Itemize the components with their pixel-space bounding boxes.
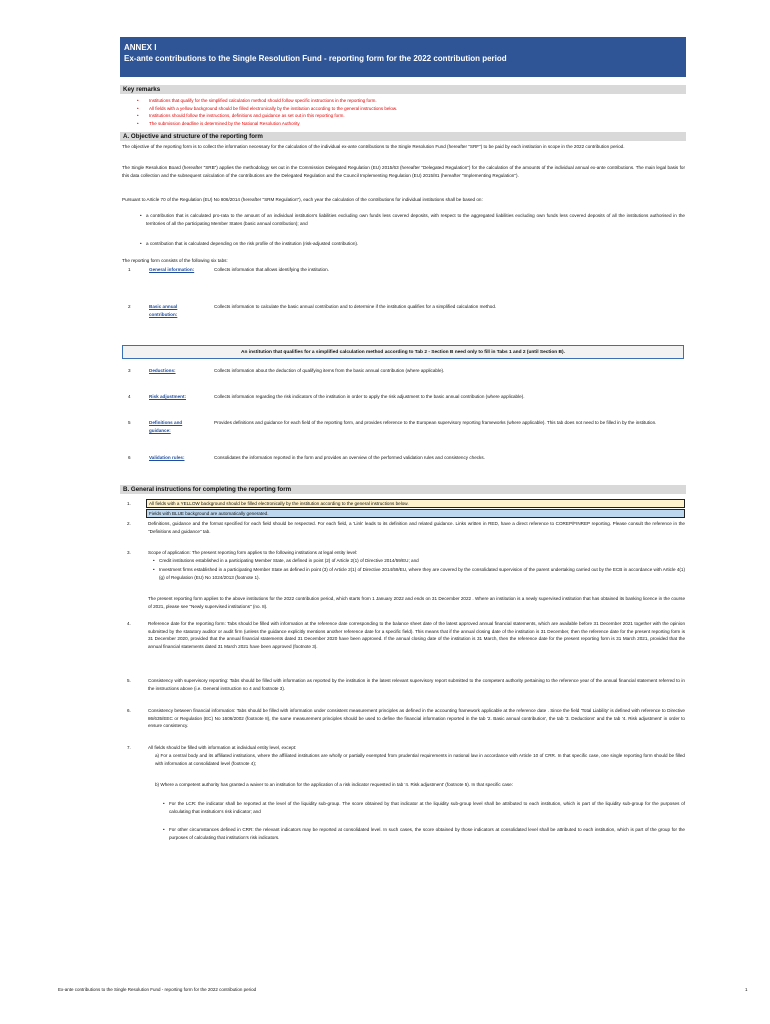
- section-a-paragraph-4: The reporting form consists of the following six tabs:: [122, 258, 228, 263]
- instruction-number: 1.: [127, 501, 131, 506]
- instruction-number: 5.: [127, 678, 131, 683]
- section-a-bullet-1: • a contribution that is calculated pro-rata to the amount of an individual institution's liabilities excluding own funds less covered deposits, with respect to the aggregated liabilities excluding own funds less covered deposits of all the institutions authorised in the territories of all the participating Member States (basic annual contribution); and: [146, 212, 685, 227]
- section-b-heading: B. General instructions for completing the reporting form: [120, 485, 686, 494]
- instruction-3-bullet-1: • Credit institutions established in a participating Member State, as defined in point (2) of Article 2(1) of Directive 2014/59/EU; and: [159, 557, 685, 565]
- tab-number: 1: [128, 267, 131, 272]
- section-a-paragraph-2: The Single Resolution Board (hereafter "SRB") applies the methodology set out in the Commission Delegated Regulation (EU) 2015/63 (hereafter "Delegated Regulation") for the calculation of the amounts of the individual annual ex-ante contributions. The main legal basis for this data collection and the subsequent calculation of the contributions are the Delegated Regulation and the Council Implementing Regulation (EU) 2015/81 (hereafter "Implementing Regulation").: [122, 165, 685, 178]
- key-remark-item: • Institutions should follow the instructions, definitions and guidance as set out in this reporting form.: [137, 112, 397, 120]
- instruction-3-bullet-2: • Investment firms established in a participating Member State as defined in point (3) of Article 2(1) of Directive 2014/59/EU, where they are covered by the consolidated supervision of the parent undertaking carried out by the ECB in accordance with Article 4(1)(g) of Regulation (EU) No 1024/2013 (footnote 1).: [159, 566, 685, 581]
- tab-number: 6: [128, 455, 131, 460]
- instruction-number: 6.: [127, 708, 131, 713]
- instruction-7-point-a: a) For a central body and its affiliated institutions, where the affiliated institutions are wholly or partially exempted from prudential requirements in national law in accordance with Article 10 of CRR. In that specific case, one single reporting form should be filled with information at consolidated level (footnote 4);: [155, 753, 685, 766]
- instruction-text: Consistency with supervisory reporting: Tabs should be filled with information as reported by the institution in the latest relevant supervisory report submitted to the competent authority pertaining to the reference year of the annual financial statement referred to in the instructions above (i.e. General instruction no 4 and footnote 3).: [148, 678, 685, 691]
- tab-number: 3: [128, 368, 131, 373]
- instruction-number: 7.: [127, 745, 131, 750]
- instruction-number: 2.: [127, 521, 131, 526]
- instruction-7-bullet-lcr: • For the LCR: the indicator shall be reported at the level of the liquidity sub-group. The score obtained by that indicator at the liquidity sub-group level shall be attributed to each institution, which is part of the liquidity sub-group for the purposes of calculating that institution's risk indicator; and: [169, 800, 685, 815]
- annex-label: ANNEX I: [124, 43, 157, 52]
- tab-description: Provides definitions and guidance for each field of the reporting form, and provides reference to the European supervisory reporting frameworks (where applicable). This tab does not need to be filled in by the institution.: [214, 420, 657, 425]
- instruction-3-paragraph: The present reporting form applies to the above institutions for the 2022 contribution period, which starts from 1 January 2022 and ends on 31 December 2022 . Where an institution is a newly supervised institution that has obtained its banking licence in the course of 2021, please see "Newly supervised institutions" (no. 8).: [148, 596, 685, 609]
- key-remark-item: • Institutions that qualify for the simplified calculation method should follow specific instructions in the reporting form.: [137, 97, 397, 105]
- instruction-text: Definitions, guidance and the format specified for each field should be respected. For each field, a 'Link' leads to its definition and related guidance. Links written in RED, have a direct reference to COREP/FINREP reporting. Please consult the reference in the "Definitions and guidance" tab.: [148, 521, 685, 534]
- tab-description: Collects information that allows identifying the institution.: [214, 267, 329, 272]
- key-remark-item: • All fields with a yellow background should be filled electronically by the institution according to the general instructions below.: [137, 105, 397, 113]
- tab-number: 4: [128, 394, 131, 399]
- key-remarks-list: [137, 97, 397, 127]
- instruction-7-bullet-other: • For other circumstances defined in CRR: the relevant indicators may be reported at consolidated level. In such cases, the score obtained by those indicators at consolidated level shall be attributed to each institution, which is part of the group for the purposes of calculating that institution's risk indicators.: [169, 826, 685, 841]
- tab-number: 2: [128, 304, 131, 309]
- tab-description: Consolidates the information reported in the form and provides an overview of the performed validation rules and consistency checks.: [214, 455, 485, 460]
- instruction-number: 3.: [127, 550, 131, 555]
- key-remark-item: • The submission deadline is determined by the National Resolution Authority: [137, 120, 397, 128]
- tab-link-validation-rules[interactable]: Validation rules:: [149, 455, 185, 460]
- instruction-text: Consistency between financial information: Tabs should be filled with information under consistent measurement principles as defined in the accounting framework applicable at the reference date . Since the field 'Total Liability' is defined with reference to Directive 86/635/EEC or Regulation (EC) No 1606/2002 (footnote 8), the same measurement principles should be used to define the financial information reported in the tab '2. Basic annual contribution', the tab '3. Deductions' and the tab '4. Risk adjustment' in order to ensure consistency.: [148, 708, 685, 729]
- yellow-field-legend: All fields with a YELLOW background should be filled electronically by the institution according to the general instructions below.: [146, 499, 685, 508]
- tab-number: 5: [128, 420, 131, 425]
- tab-link-risk-adjustment[interactable]: Risk adjustment:: [149, 394, 187, 399]
- instruction-text: Scope of application: The present reporting form applies to the following institutions at legal entity level:: [148, 550, 358, 555]
- section-a-bullet-2: • a contribution that is calculated depending on the risk profile of the institution (risk-adjusted contribution).: [146, 240, 685, 248]
- simplified-method-notice: An institution that qualifies for a simplified calculation method according to Tab 2 - Section B need only to fill in Tabs 1 and 2 (until Section B).: [122, 345, 684, 359]
- tab-description: Collects information to calculate the basic annual contribution and to determine if the institution qualifies for a simplified calculation method.: [214, 304, 497, 309]
- tab-link-definitions-and-guidance[interactable]: Definitions and guidance:: [149, 420, 183, 433]
- page-footer: Ex-ante contributions to the Single Resolution Fund - reporting form for the 2022 contribution period: [58, 987, 257, 992]
- tab-link-deductions[interactable]: Deductions:: [149, 368, 176, 373]
- instruction-text: Reference date for the reporting form: Tabs should be filled with information at the reference date corresponding to the balance sheet date of the latest approved annual financial statements, which are available before 31 December 2021 together with the opinion submitted by the statutory auditor or audit firm (unless the guidance explicitly mentions another reference date for a specific field). This means that if the annual closing date of the institution is 31 December, then the reference date for the present reporting form is 31 December 2020, provided that the annual financial statements dated 31 December 2020 have been approved. If the annual closing date of the institution is 31 March, then the reference date for the present reporting form is 31 March 2021, provided that the annual financial statements dated 31 March 2021 have been approved (footnote 3).: [148, 621, 685, 649]
- tab-description: Collects information regarding the risk indicators of the institution in order to apply the risk adjustment to the basic annual contribution (where applicable).: [214, 394, 525, 399]
- section-a-paragraph-3: Pursuant to Article 70 of the Regulation (EU) No 806/2014 (hereafter "SRM Regulation"), each year the calculation of the contributions for individual institutions shall be based on:: [122, 197, 483, 202]
- blue-field-legend: Fields with BLUE background are automatically generated.: [146, 509, 685, 518]
- instruction-number: 4.: [127, 621, 131, 626]
- instruction-text: All fields should be filled with information at individual entity level, except:: [148, 745, 297, 750]
- page-number: 1: [745, 987, 748, 992]
- annex-title-banner: [120, 37, 686, 77]
- section-a-paragraph-1: The objective of the reporting form is to collect the information necessary for the calculation of the individual ex-ante contributions to the Single Resolution Fund (hereafter "SRF") to be paid by each institution in scope in the 2022 contribution period.: [122, 144, 625, 149]
- instruction-7-point-b: b) Where a competent authority has granted a waiver to an institution for the application of a risk indicator requested in tab '4. Risk adjustment' (footnote 5). In that specific case:: [155, 782, 513, 787]
- key-remarks-heading: Key remarks: [120, 85, 686, 94]
- form-title: Ex-ante contributions to the Single Resolution Fund - reporting form for the 2022 contribution period: [124, 54, 507, 63]
- tab-description: Collects information about the deduction of qualifying items from the basic annual contribution (where applicable).: [214, 368, 445, 373]
- tab-link-general-information[interactable]: General information:: [149, 267, 195, 272]
- tab-link-basic-annual-contribution[interactable]: Basic annual contribution:: [149, 304, 178, 317]
- section-a-heading: A. Objective and structure of the reporting form: [120, 132, 686, 141]
